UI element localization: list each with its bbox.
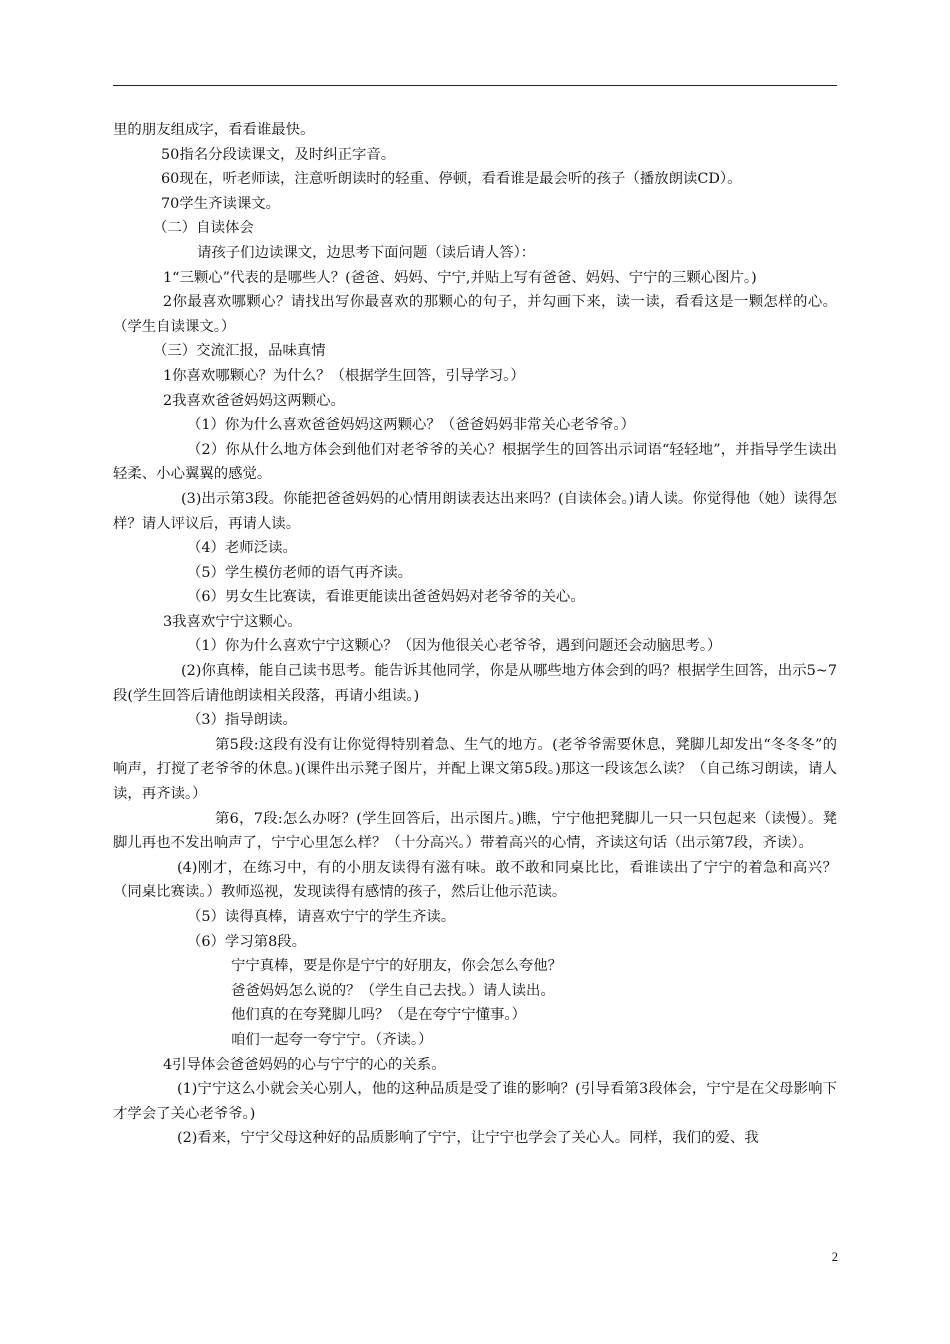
paragraph: 第5段:这段有没有让你觉得特别着急、生气的地方。(老爷爷需要休息，凳脚儿却发出“冬冬冬”的响声，打搅了老爷爷的休息。)(课件出示凳子图片，并配上课文第5段。)那这一段该怎么读？（自己练习朗读，请人读，再齐读。） <box>113 736 837 803</box>
paragraph: 请孩子们边读课文，边思考下面问题（读后请人答）： <box>197 244 536 261</box>
paragraph: （二）自读体会 <box>153 220 254 237</box>
paragraph: （6）学习第8段。 <box>187 933 307 950</box>
paragraph: （三）交流汇报，品味真情 <box>153 343 326 360</box>
paragraph: （6）男女生比赛读，看谁更能读出爸爸妈妈对老爷爷的关心。 <box>187 589 585 606</box>
paragraph: （1）你为什么喜欢宁宁这颗心？（因为他很关心老爷爷，遇到问题还会动脑思考。） <box>187 638 722 655</box>
header-rule <box>113 85 837 86</box>
paragraph: (2)看来，宁宁父母这种好的品质影响了宁宁，让宁宁也学会了关心人。同样，我们的爱、我 <box>177 1130 759 1147</box>
paragraph: (3)出示第3段。你能把爸爸妈妈的心情用朗读表达出来吗？(自读体会。)请人读。你觉得他（她）读得怎样？请人评议后，再请人读。 <box>113 490 837 532</box>
paragraph: （5）学生模仿老师的语气再齐读。 <box>187 564 413 581</box>
body-text <box>113 118 837 1151</box>
paragraph: 3我喜欢宁宁这颗心。 <box>163 613 302 630</box>
paragraph: 1“三颗心”代表的是哪些人？(爸爸、妈妈、宁宁,并贴上写有爸爸、妈妈、宁宁的三颗心图片。) <box>163 269 757 286</box>
paragraph: （1）你为什么喜欢爸爸妈妈这两颗心？（爸爸妈妈非常关心老爷爷。） <box>187 417 636 434</box>
paragraph: 1你喜欢哪颗心？为什么？（根据学生回答，引导学习。） <box>163 367 525 384</box>
paragraph: 4引导体会爸爸妈妈的心与宁宁的心的关系。 <box>163 1056 446 1073</box>
paragraph: (1)宁宁这么小就会关心别人，他的这种品质是受了谁的影响？(引导看第3段体会，宁宁是在父母影响下才学会了关心老爷爷。) <box>113 1081 837 1122</box>
paragraph: （4）老师泛读。 <box>187 540 297 557</box>
paragraph: （2）你从什么地方体会到他们对老爷爷的关心？根据学生的回答出示词语“轻轻地”，并指导学生读出轻柔、小心翼翼的感觉。 <box>113 441 837 483</box>
page-number: 2 <box>831 1250 838 1264</box>
paragraph: 宁宁真棒，要是你是宁宁的好朋友，你会怎么夸他？ <box>231 958 562 975</box>
paragraph: 里的朋友组成字，看看谁最快。 <box>113 122 315 138</box>
paragraph: (4)刚才，在练习中，有的小朋友读得有滋有味。敢不敢和同桌比比，看谁读出了宁宁的着急和高兴？（同桌比赛读。）教师巡视，发现读得有感情的孩子，然后让他示范读。 <box>113 859 837 901</box>
paragraph: （3）指导朗读。 <box>187 712 297 729</box>
paragraph: 70学生齐读课文。 <box>161 195 281 212</box>
paragraph: 50指名分段读课文，及时纠正字音。 <box>161 146 396 163</box>
paragraph: 2你最喜欢哪颗心？请找出写你最喜欢的那颗心的句子，并勾画下来，读一读，看看这是一颗怎样的心。（学生自读课文。） <box>113 294 837 335</box>
paragraph: 2我喜欢爸爸妈妈这两颗心。 <box>163 392 345 409</box>
paragraph: (2)你真棒，能自己读书思考。能告诉其他同学，你是从哪些地方体会到的吗？根据学生回答，出示5~7段(学生回答后请他朗读相关段落，再请小组读。) <box>113 663 837 704</box>
paragraph: （5）读得真棒，请喜欢宁宁的学生齐读。 <box>187 909 456 925</box>
paragraph: 他们真的在夸凳脚儿吗？（是在夸宁宁懂事。） <box>231 1007 527 1024</box>
paragraph: 第6，7段:怎么办呀？(学生回答后，出示图片。)瞧，宁宁他把凳脚儿一只一只包起来（读慢）。凳脚儿再也不发出响声了，宁宁心里怎么样？（十分高兴。）带着高兴的心情，齐读这句话（出示第7段，齐读）。 <box>113 810 837 852</box>
paragraph: 咱们一起夸一夸宁宁。（齐读。） <box>231 1031 433 1048</box>
paragraph: 60现在，听老师读，注意听朗读时的轻重、停顿，看看谁是最会听的孩子（播放朗读CD）。 <box>161 171 742 188</box>
paragraph: 爸爸妈妈怎么说的？（学生自己去找。）请人读出。 <box>231 982 555 999</box>
